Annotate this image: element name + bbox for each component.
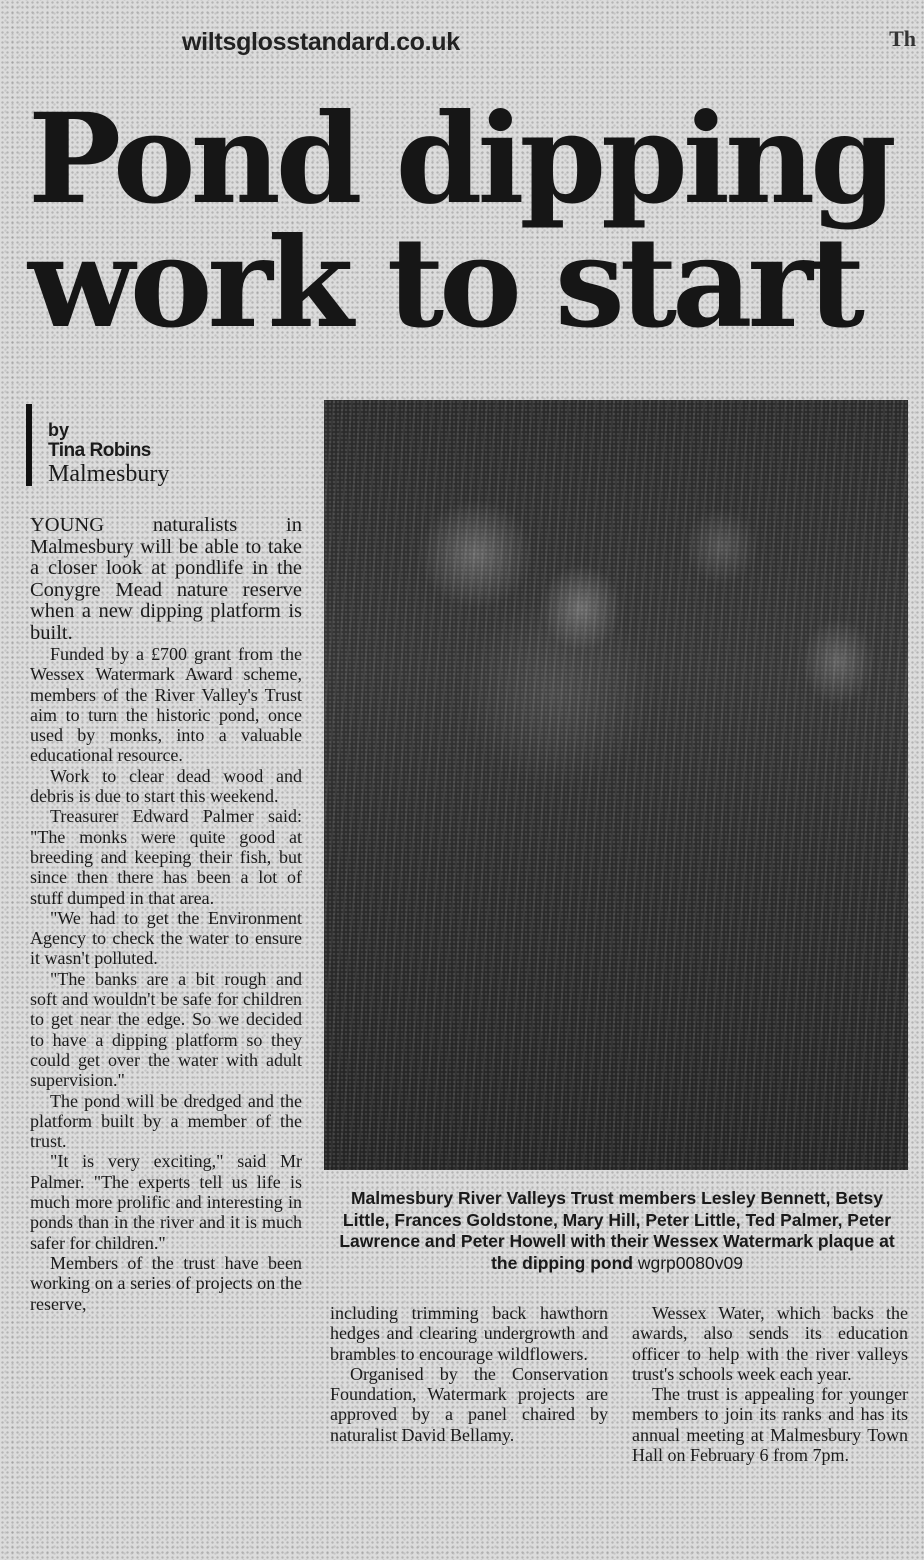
article-paragraph: Members of the trust have been working on a series of projects on the reserve,	[30, 1252, 302, 1314]
article-paragraph: Treasurer Edward Palmer said: "The monks were quite good at breeding and keeping their fish, but since then there has been a lot of stuff dumped in that area.	[30, 806, 302, 908]
byline	[26, 404, 169, 486]
article-paragraph: "We had to get the Environment Agency to check the water to ensure it wasn't polluted.	[30, 907, 302, 969]
article-paragraph: "It is very exciting," said Mr Palmer. "The experts tell us life is much more prolific and interesting in ponds than in the river and it is much safer for children."	[30, 1151, 302, 1253]
news-photo	[324, 400, 908, 1170]
headline-line-2: work to start	[28, 211, 861, 356]
article-column-3	[632, 1303, 908, 1465]
byline-place: Malmesbury	[48, 461, 170, 487]
adjacent-page-edge-text: Th	[889, 26, 916, 51]
article-paragraph: "The banks are a bit rough and soft and wouldn't be safe for children to get near the edge. So we decided to have a dipping platform so they could get over the water with adult supervision."	[30, 968, 302, 1091]
article-paragraph: Wessex Water, which backs the awards, also sends its education officer to help with the river valleys trust's schools week each year.	[632, 1303, 908, 1384]
headline-line-1: Pond dipping	[28, 87, 892, 232]
headline	[28, 87, 908, 356]
photo-caption	[326, 1188, 908, 1274]
photo-caption-text: Malmesbury River Valleys Trust members Lesley Bennett, Betsy Little, Frances Goldstone, Mary Hill, Peter Little, Ted Palmer, Peter Lawrence and Peter Howell with their Wessex Watermark plaque at the dipping pond	[339, 1188, 895, 1273]
article-paragraph: The trust is appealing for younger members to join its ranks and has its annual meeting at Malmesbury Town Hall on February 6 from 7pm.	[632, 1384, 908, 1466]
article-column-2	[330, 1303, 608, 1445]
article-paragraph: Organised by the Conservation Foundation, Watermark projects are approved by a panel chaired by naturalist David Bellamy.	[330, 1363, 608, 1445]
article-paragraph: YOUNG naturalists in Malmesbury will be able to take a closer look at pondlife in the Conygre Mead nature reserve when a new dipping platform is built.	[30, 514, 302, 644]
article-paragraph: including trimming back hawthorn hedges and clearing undergrowth and brambles to encourage wildflowers.	[330, 1303, 608, 1364]
article-paragraph: Work to clear dead wood and debris is due to start this weekend.	[30, 765, 302, 807]
article-paragraph: Funded by a £700 grant from the Wessex Watermark Award scheme, members of the River Valley's Trust aim to turn the historic pond, once used by monks, into a valuable educational resource.	[30, 644, 302, 766]
photo-reference-code: wgrp0080v09	[637, 1252, 743, 1273]
byline-author: Tina Robins	[48, 440, 151, 461]
article-column-1	[30, 515, 302, 1314]
article-paragraph: The pond will be dredged and the platform built by a member of the trust.	[30, 1090, 302, 1152]
masthead-site: wiltsglosstandard.co.uk	[182, 28, 460, 56]
byline-by: by	[48, 420, 70, 440]
